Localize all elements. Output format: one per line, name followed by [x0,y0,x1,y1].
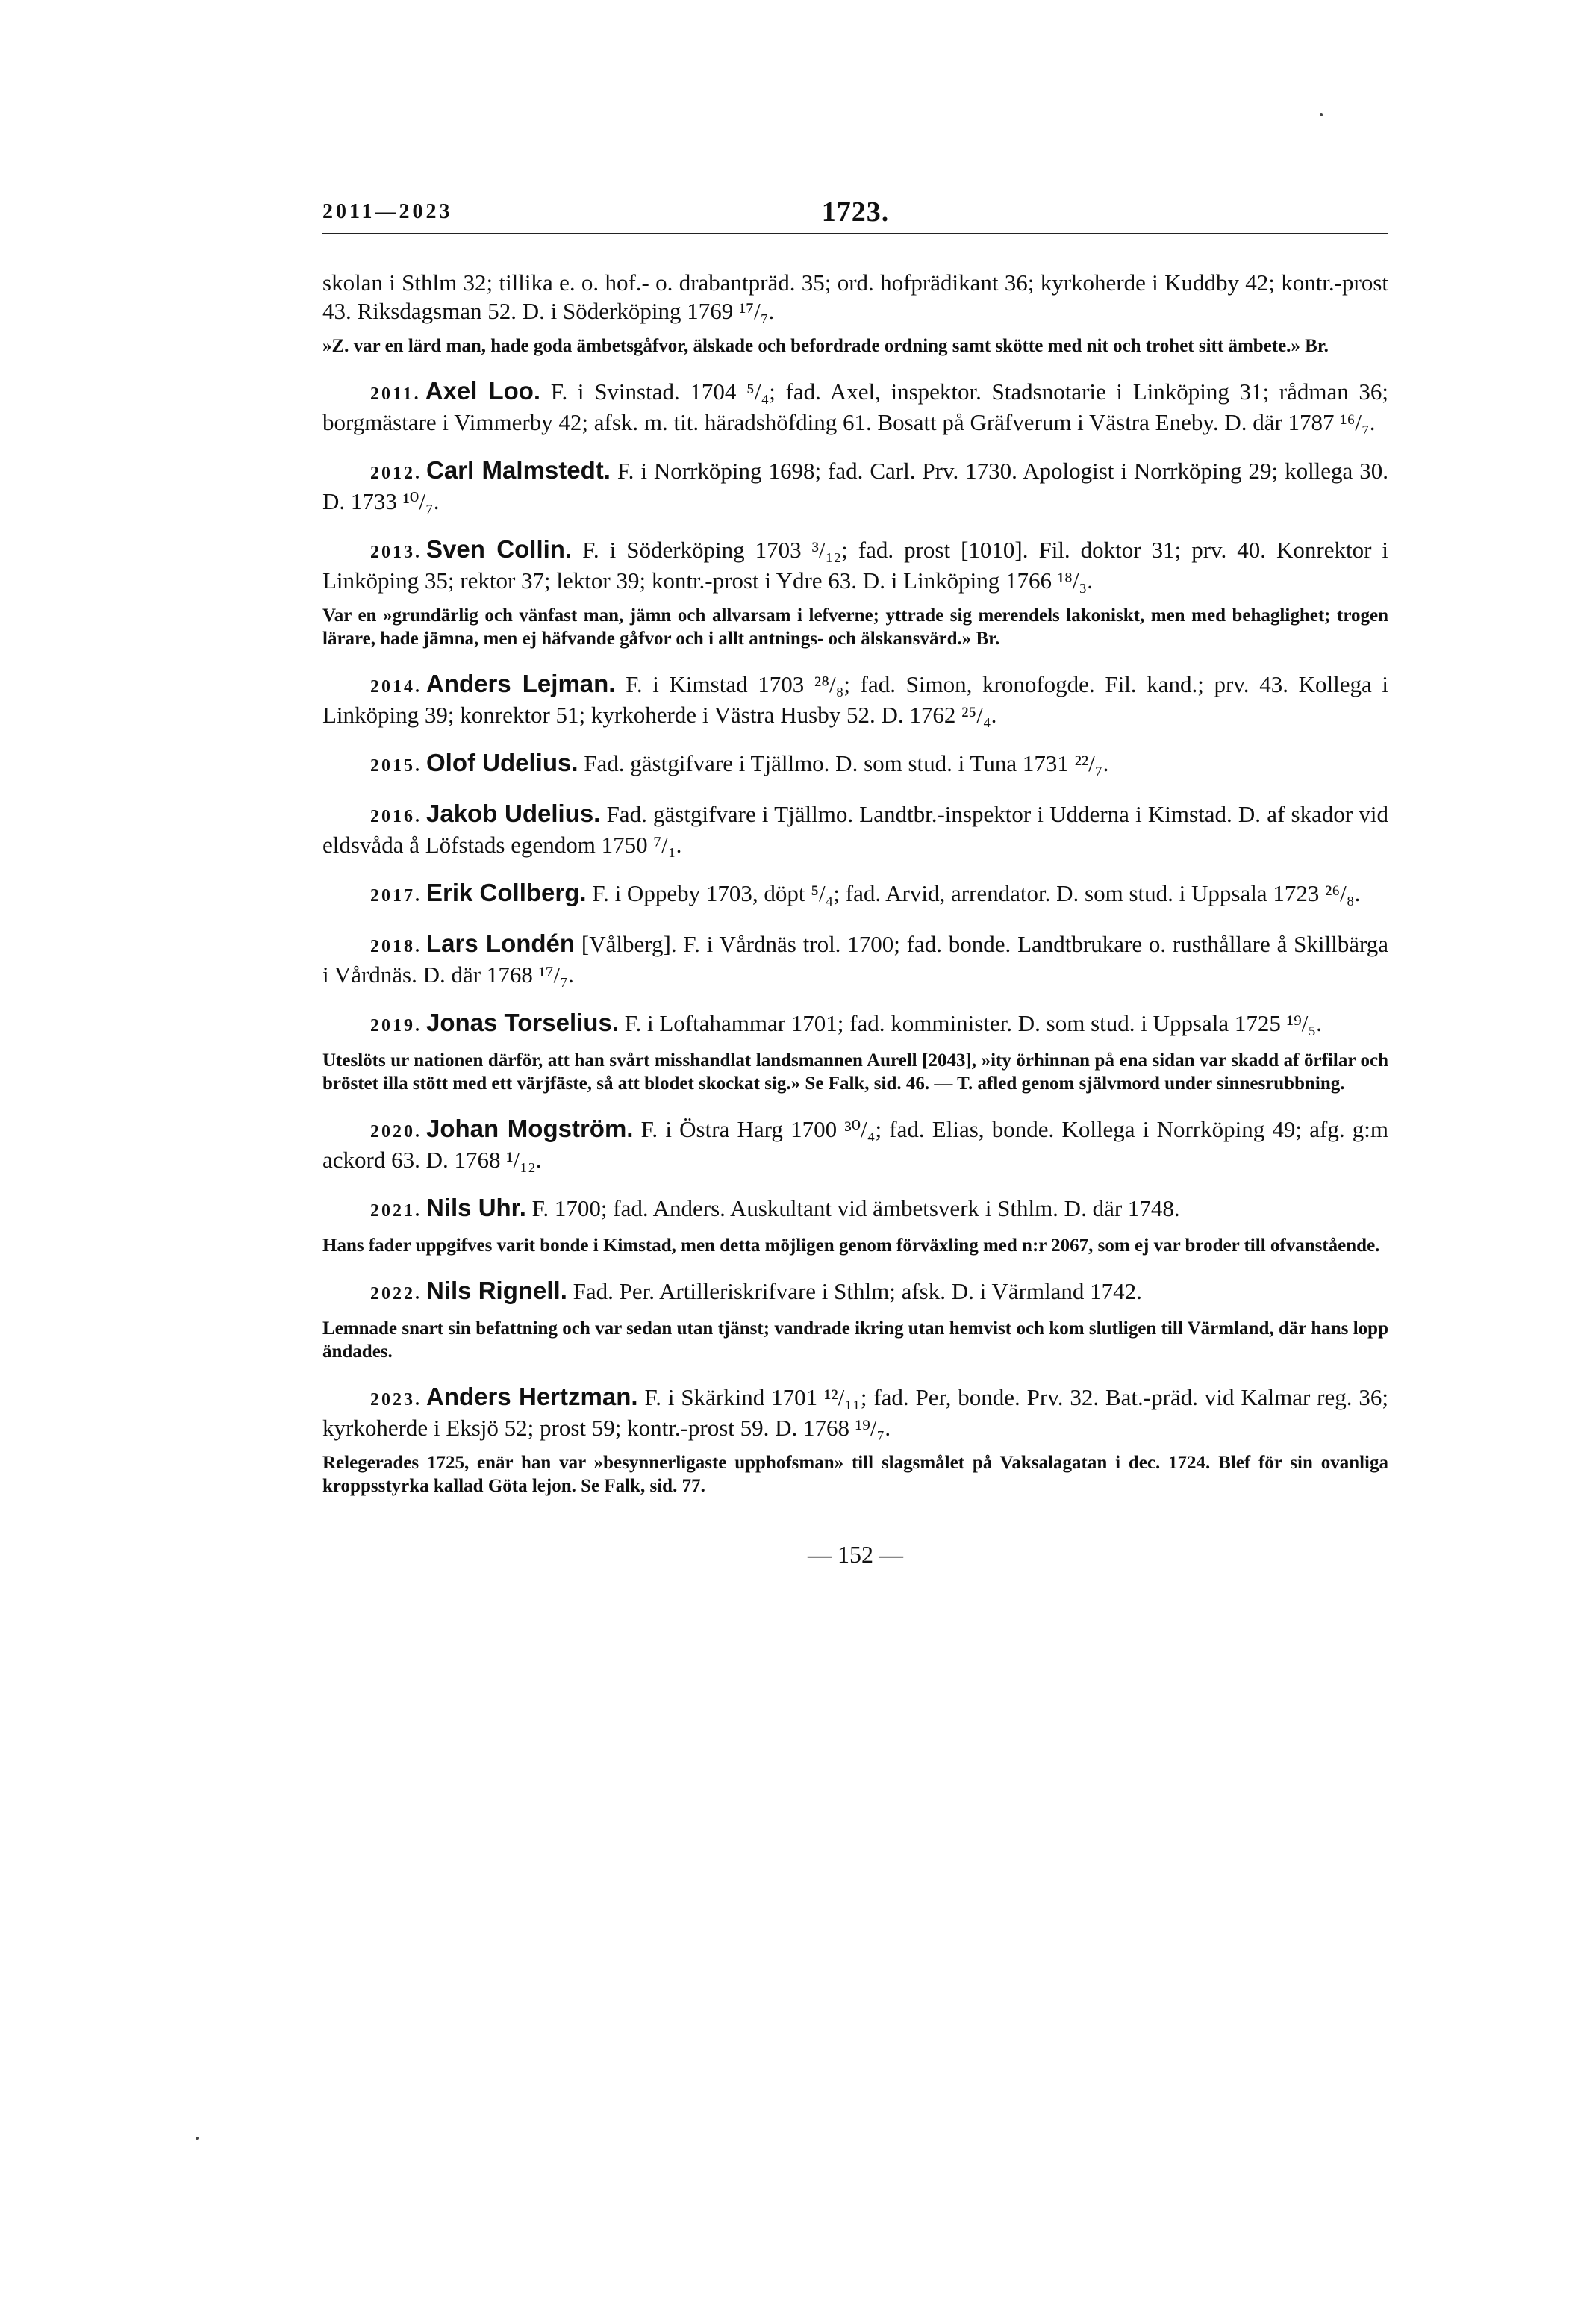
biography-entry [322,1115,1388,1174]
biography-entry [322,879,1388,910]
entry-number: 2023. [370,1390,422,1409]
biography-entry [322,1194,1388,1225]
entry-text: F. i Kimstad 1703 ²⁸/₈; fad. Simon, kronofogde. Fil. kand.; prv. 43. Kollega i Linköping 39; konrektor 51; kyrkoherde i Västra Husby 52. D. 1762 ²⁵/₄. [322,671,1388,728]
entry-person-name: Jonas Torselius. [426,1009,619,1036]
entry-number: 2020. [370,1122,422,1141]
entry-number: 2019. [370,1016,422,1035]
entry-number: 2022. [370,1284,422,1303]
header-year: 1723. [821,196,890,228]
page-header [322,187,1388,234]
page-number: — 152 — [808,1541,903,1568]
entry-person-name: Johan Mogström. [426,1115,634,1142]
entry-note: Relegerades 1725, enär han var »besynnerligaste upphofsman» till slagsmålet på Vaksalagatan i dec. 1724. Blef för sin ovanliga kroppsstyrka kallad Göta lejon. Se Falk, sid. 77. [322,1453,1388,1496]
entry-text: Fad. Per. Artilleriskrifvare i Sthlm; afsk. D. i Värmland 1742. [573,1278,1142,1304]
entry-note: Hans fader uppgifves varit bonde i Kimstad, men detta möjligen genom förväxling med n:r 2067, som ej var broder till ofvanstående. [322,1236,1380,1256]
entry-number: 2017. [370,886,422,906]
entry-text: [Vålberg]. F. i Vårdnäs trol. 1700; fad. bonde. Landtbrukare o. rusthållare å Skillbärga i Vårdnäs. D. där 1768 ¹⁷/₇. [322,931,1388,988]
biography-entry [322,1009,1388,1040]
entry-number: 2015. [370,756,422,776]
entry-note: Lemnade snart sin befattning och var sedan utan tjänst; vandrade ikring utan hemvist och kom slutligen till Värmland, där hans lopp ändades. [322,1318,1388,1362]
entry-number: 2014. [370,677,422,697]
entry-number: 2021. [370,1201,422,1221]
entry-person-name: Nils Rignell. [426,1277,567,1304]
biography-entry [322,670,1388,729]
entry-person-name: Olof Udelius. [426,749,578,776]
entry-person-name: Axel Loo. [425,377,541,405]
biography-entry [322,1383,1388,1442]
entry-list [322,377,1388,1498]
entry-number: 2012. [370,464,422,483]
entry-person-name: Carl Malmstedt. [426,456,611,484]
speck-bottom [196,2137,199,2140]
entry-person-name: Sven Collin. [426,535,573,563]
entry-person-name: Erik Collberg. [426,879,587,906]
biography-entry [322,377,1388,437]
entry-text: F. i Oppeby 1703, döpt ⁵/₄; fad. Arvid, arrendator. D. som stud. i Uppsala 1723 ²⁶/₈. [592,880,1361,906]
entry-text: F. i Loftahammar 1701; fad. komminister. D. som stud. i Uppsala 1725 ¹⁹/₅. [624,1010,1322,1036]
entry-note: Var en »grundärlig och vänfast man, jämn och allvarsam i lefverne; yttrade sig merendels lakoniskt, men med behaglighet; trogen lärare, hade jämna, men ej häfvande gåfvor och i allt antnings- och älskansvärd.» Br. [322,605,1388,649]
entry-person-name: Nils Uhr. [426,1194,526,1221]
entry-person-name: Anders Hertzman. [426,1383,638,1410]
biography-entry [322,929,1388,989]
entry-text: Fad. gästgifvare i Tjällmo. Landtbr.-inspektor i Udderna i Kimstad. D. af skador vid eldsvåda å Löfstads egendom 1750 ⁷/₁. [322,801,1388,858]
biography-entry [322,456,1388,516]
entry-note: Uteslöts ur nationen därför, att han svårt misshandlat landsmannen Aurell [2043], »ity örhinnan på ena sidan var skadd af örfilar och bröstet illa stött med ett värjfäste, så att blodet skockat sig.» Se Falk, sid. 46. — T. afled genom självmord under sinnesrubbning. [322,1050,1388,1094]
continued-entry-note: »Z. var en lärd man, hade goda ämbetsgåfvor, älskade och befordrade ordning samt skötte med nit och trohet sitt ämbete.» Br. [322,336,1329,356]
entry-person-name: Jakob Udelius. [426,800,601,827]
entry-text: F. i Söderköping 1703 ³/₁₂; fad. prost [1010]. Fil. doktor 31; prv. 40. Konrektor i Linköping 35; rektor 37; lektor 39; kontr.-prost i Ydre 63. D. i Linköping 1766 ¹⁸/₃. [322,537,1389,594]
biography-entry [322,800,1388,859]
speck-top [1320,113,1323,116]
entry-number: 2016. [370,807,422,826]
entry-number: 2018. [370,937,422,956]
biography-entry [322,535,1388,595]
document-page [322,187,1388,1568]
continued-entry-text: skolan i Sthlm 32; tillika e. o. hof.- o. drabantpräd. 35; ord. hofprädikant 36; kyrkoherde i Kuddby 42; kontr.-prost 43. Riksdagsman 52. D. i Söderköping 1769 ¹⁷/₇. [322,270,1388,324]
entry-text: Fad. gästgifvare i Tjällmo. D. som stud. i Tuna 1731 ²²/₇. [584,750,1109,776]
entry-person-name: Anders Lejman. [426,670,616,697]
entry-text: F. i Norrköping 1698; fad. Carl. Prv. 1730. Apologist i Norrköping 29; kollega 30. D. 1733 ¹⁰/₇. [322,458,1389,514]
biography-entry [322,1277,1388,1308]
entry-range: 2011—2023 [322,200,453,223]
biography-entry [322,749,1388,780]
entry-text: F. 1700; fad. Anders. Auskultant vid ämbetsverk i Sthlm. D. där 1748. [531,1195,1180,1221]
entry-text: F. i Östra Harg 1700 ³⁰/₄; fad. Elias, bonde. Kollega i Norrköping 49; afg. g:m ackord 63. D. 1768 ¹/₁₂. [322,1116,1388,1173]
entry-number: 2013. [370,543,422,562]
entry-number: 2011. [370,384,421,404]
entry-text: F. i Skärkind 1701 ¹²/₁₁; fad. Per, bonde. Prv. 32. Bat.-präd. vid Kalmar reg. 36; kyrkoherde i Eksjö 52; prost 59; kontr.-prost 59. D. 1768 ¹⁹/₇. [322,1384,1389,1441]
document-body [322,269,1388,1498]
entry-text: F. i Svinstad. 1704 ⁵/₄; fad. Axel, inspektor. Stadsnotarie i Linköping 31; rådman 36; borgmästare i Vimmerby 42; afsk. m. tit. häradshöfding 61. Bosatt på Gräfverum i Västra Eneby. D. där 1787 ¹⁶/₇. [322,378,1388,435]
entry-person-name: Lars Londén [426,929,576,957]
